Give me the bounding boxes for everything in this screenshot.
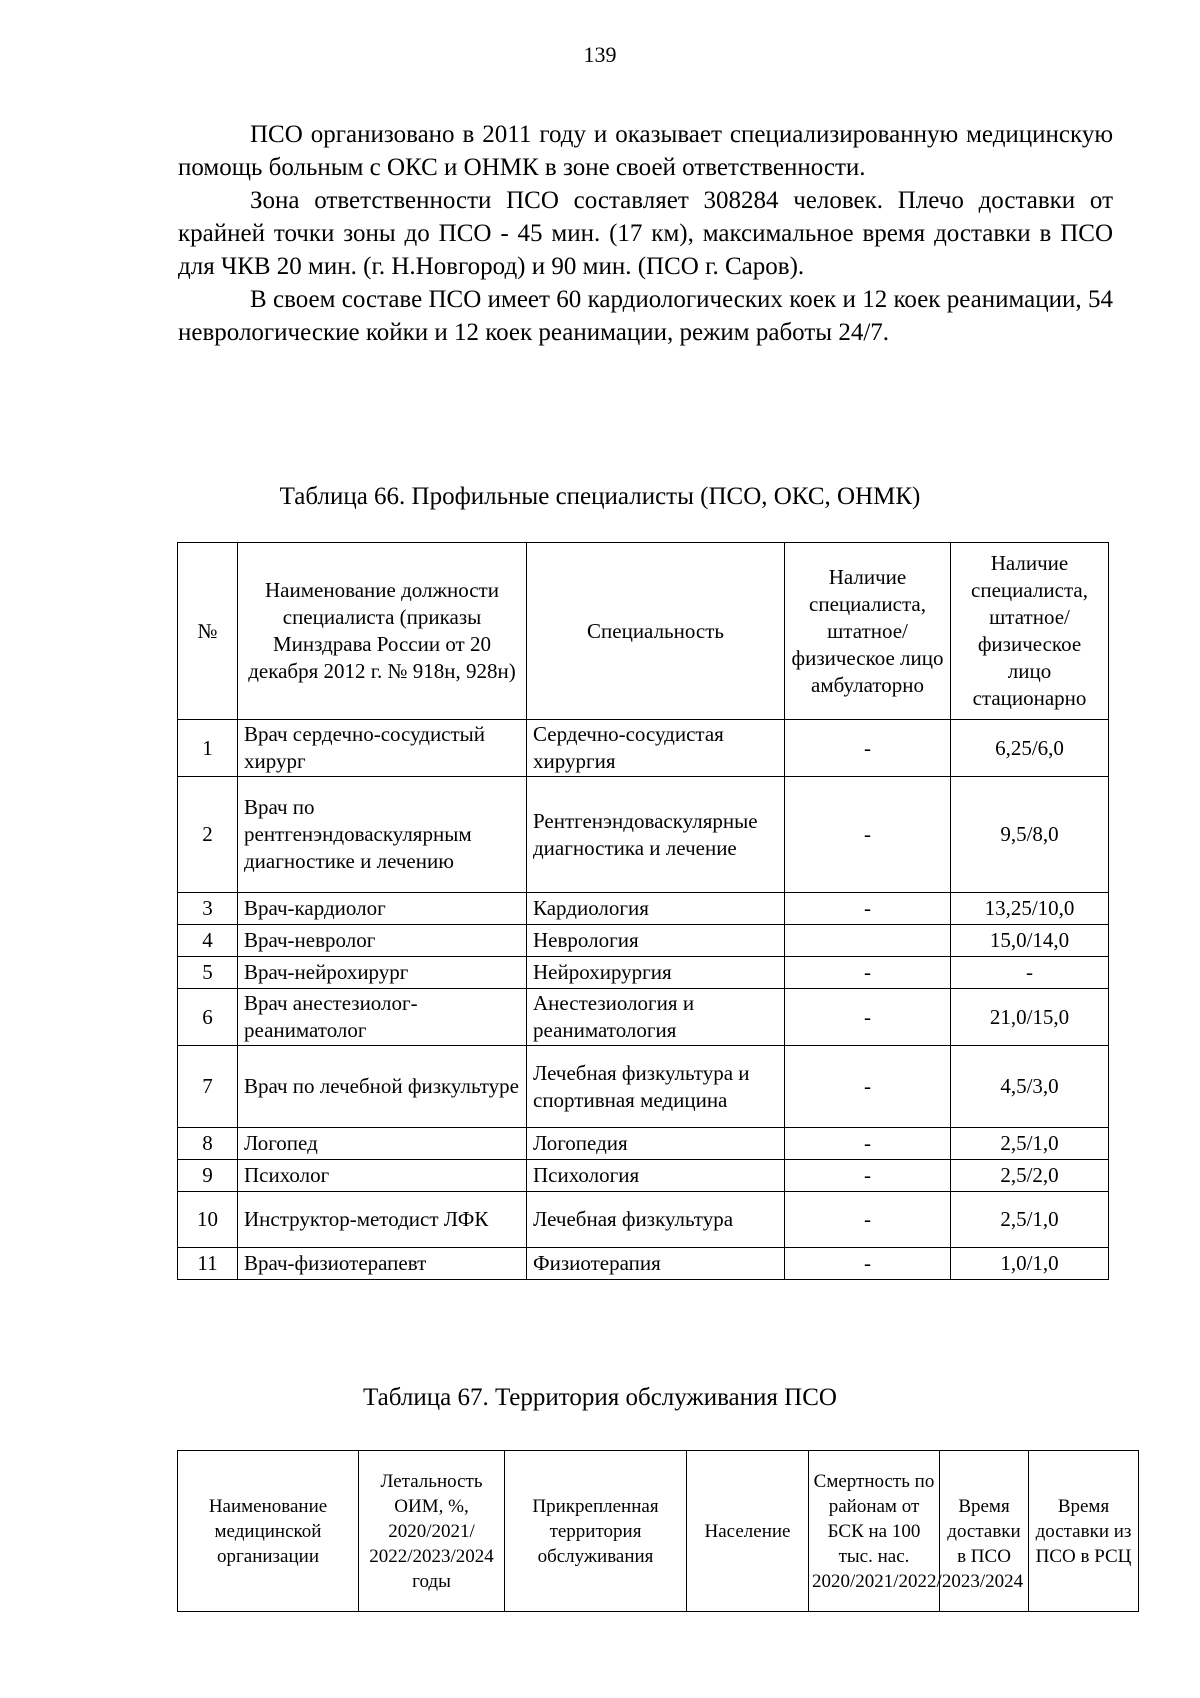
- table-row: [178, 1248, 1109, 1280]
- ambulatory-cell: -: [785, 1248, 951, 1280]
- header-specialty: Специальность: [527, 543, 785, 720]
- row-number: 6: [178, 989, 238, 1046]
- specialists-table-body: [178, 720, 1109, 1280]
- position-cell: Психолог: [238, 1160, 527, 1192]
- stationary-cell: 13,25/10,0: [951, 893, 1109, 925]
- position-cell: Врач-физиотерапевт: [238, 1248, 527, 1280]
- specialty-cell: Логопедия: [527, 1128, 785, 1160]
- position-cell: Врач по лечебной физкультуре: [238, 1046, 527, 1128]
- stationary-cell: 4,5/3,0: [951, 1046, 1109, 1128]
- ambulatory-cell: -: [785, 893, 951, 925]
- ambulatory-cell: -: [785, 720, 951, 777]
- table-row: [178, 1192, 1109, 1248]
- stationary-cell: 2,5/1,0: [951, 1192, 1109, 1248]
- specialists-table: [177, 542, 1109, 1280]
- stationary-cell: 2,5/2,0: [951, 1160, 1109, 1192]
- ambulatory-cell: -: [785, 1046, 951, 1128]
- header-organization: Наименование медицинской организации: [178, 1451, 359, 1612]
- position-cell: Врач сердечно-сосудистый хирург: [238, 720, 527, 777]
- row-number: 5: [178, 957, 238, 989]
- header-mortality-ami: Летальность ОИМ, %, 2020/2021/ 2022/2023/2024 годы: [359, 1451, 505, 1612]
- stationary-cell: 2,5/1,0: [951, 1128, 1109, 1160]
- table-row: [178, 893, 1109, 925]
- stationary-cell: 9,5/8,0: [951, 777, 1109, 893]
- table-header-row: [178, 543, 1109, 720]
- header-number: №: [178, 543, 238, 720]
- specialty-cell: Кардиология: [527, 893, 785, 925]
- position-cell: Врач по рентгенэндоваскулярным диагностике и лечению: [238, 777, 527, 893]
- position-cell: Врач анестезиолог-реаниматолог: [238, 989, 527, 1046]
- position-cell: Логопед: [238, 1128, 527, 1160]
- ambulatory-cell: -: [785, 777, 951, 893]
- specialty-cell: Лечебная физкультура: [527, 1192, 785, 1248]
- specialty-cell: Анестезиология и реаниматология: [527, 989, 785, 1046]
- specialty-cell: Нейрохирургия: [527, 957, 785, 989]
- paragraph-3: В своем составе ПСО имеет 60 кардиологических коек и 12 коек реанимации, 54 неврологические койки и 12 коек реанимации, режим работы 24/7.: [178, 286, 1113, 346]
- ambulatory-cell: -: [785, 1192, 951, 1248]
- table-row: [178, 989, 1109, 1046]
- table-row: [178, 1160, 1109, 1192]
- table-row: [178, 1128, 1109, 1160]
- service-territory-table: [177, 1450, 1139, 1612]
- table-row: [178, 957, 1109, 989]
- specialty-cell: Сердечно-сосудистая хирургия: [527, 720, 785, 777]
- row-number: 2: [178, 777, 238, 893]
- position-cell: Инструктор-методист ЛФК: [238, 1192, 527, 1248]
- stationary-cell: 1,0/1,0: [951, 1248, 1109, 1280]
- body-text: [178, 118, 1113, 349]
- ambulatory-cell: -: [785, 957, 951, 989]
- header-position: Наименование должности специалиста (приказы Минздрава России от 20 декабря 2012 г. № 918н, 928н): [238, 543, 527, 720]
- stationary-cell: 21,0/15,0: [951, 989, 1109, 1046]
- row-number: 10: [178, 1192, 238, 1248]
- row-number: 3: [178, 893, 238, 925]
- header-ambulatory: Наличие специалиста, штатное/физическое лицо амбулаторно: [785, 543, 951, 720]
- stationary-cell: 6,25/6,0: [951, 720, 1109, 777]
- position-cell: Врач-нейрохирург: [238, 957, 527, 989]
- row-number: 1: [178, 720, 238, 777]
- table66-caption: Таблица 66. Профильные специалисты (ПСО, ОКС, ОНМК): [279, 483, 921, 510]
- header-delivery-to-rsc: Время доставки из ПСО в РСЦ: [1029, 1451, 1139, 1612]
- page-number: 139: [583, 42, 617, 67]
- row-number: 4: [178, 925, 238, 957]
- header-territory: Прикрепленная территория обслуживания: [505, 1451, 687, 1612]
- row-number: 11: [178, 1248, 238, 1280]
- position-cell: Врач-кардиолог: [238, 893, 527, 925]
- header-population: Население: [687, 1451, 809, 1612]
- stationary-cell: -: [951, 957, 1109, 989]
- header-delivery-to-pso: Время доставки в ПСО: [940, 1451, 1029, 1612]
- stationary-cell: 15,0/14,0: [951, 925, 1109, 957]
- ambulatory-cell: [785, 925, 951, 957]
- table-row: [178, 720, 1109, 777]
- paragraph-2: Зона ответственности ПСО составляет 308284 человек. Плечо доставки от крайней точки зоны до ПСО - 45 мин. (17 км), максимальное время доставки в ПСО для ЧКВ 20 мин. (г. Н.Новгород) и 90 мин. (ПСО г. Саров).: [178, 187, 1113, 280]
- header-stationary: Наличие специалиста, штатное/физическое лицо стационарно: [951, 543, 1109, 720]
- specialty-cell: Лечебная физкультура и спортивная медицина: [527, 1046, 785, 1128]
- row-number: 8: [178, 1128, 238, 1160]
- row-number: 7: [178, 1046, 238, 1128]
- table-row: [178, 1046, 1109, 1128]
- header-mortality-bsk: Смертность по районам от БСК на 100 тыс. нас. 2020/2021/2022/2023/2024: [809, 1451, 940, 1612]
- specialty-cell: Рентгенэндоваскулярные диагностика и лечение: [527, 777, 785, 893]
- table-row: [178, 925, 1109, 957]
- ambulatory-cell: -: [785, 1128, 951, 1160]
- position-cell: Врач-невролог: [238, 925, 527, 957]
- specialty-cell: Неврология: [527, 925, 785, 957]
- table-header-row: [178, 1451, 1139, 1612]
- row-number: 9: [178, 1160, 238, 1192]
- specialty-cell: Физиотерапия: [527, 1248, 785, 1280]
- ambulatory-cell: -: [785, 989, 951, 1046]
- table67-caption: Таблица 67. Территория обслуживания ПСО: [363, 1384, 837, 1411]
- ambulatory-cell: -: [785, 1160, 951, 1192]
- paragraph-1: ПСО организовано в 2011 году и оказывает специализированную медицинскую помощь больным с ОКС и ОНМК в зоне своей ответственности.: [178, 121, 1113, 181]
- table-row: [178, 777, 1109, 893]
- specialty-cell: Психология: [527, 1160, 785, 1192]
